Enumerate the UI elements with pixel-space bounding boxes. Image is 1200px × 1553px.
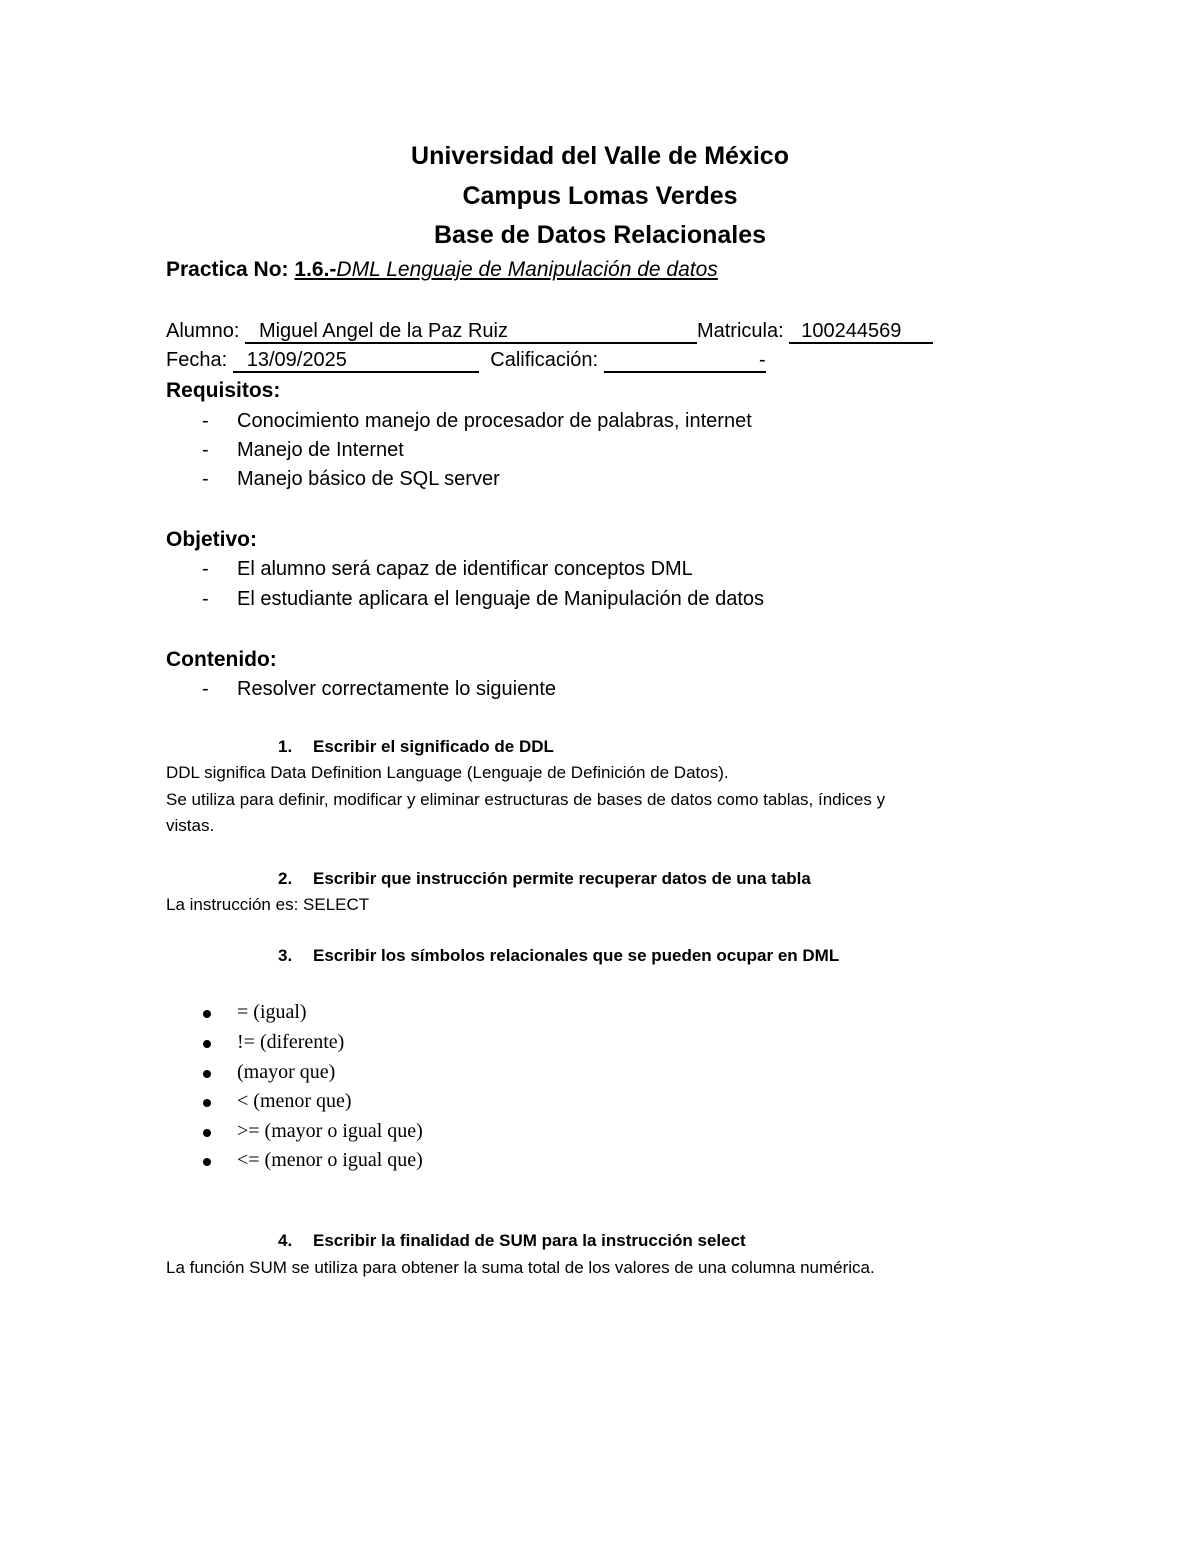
- practice-title: DML Lenguaje de Manipulación de datos: [336, 258, 718, 281]
- question-number: 2.: [278, 869, 293, 888]
- student-line: [166, 320, 933, 344]
- answer-line: DDL significa Data Definition Language (Lenguaje de Definición de Datos).: [166, 763, 729, 782]
- course-title: Base de Datos Relacionales: [433, 221, 767, 249]
- student-name: Miguel Angel de la Paz Ruiz: [245, 321, 697, 344]
- bullet-icon: [203, 1070, 211, 1078]
- answer-line: Se utiliza para definir, modificar y eliminar estructuras de bases de datos como tablas, índices y: [166, 790, 886, 809]
- question-text: Escribir los símbolos relacionales que se pueden ocupar en DML: [313, 946, 840, 965]
- answer-line: La función SUM se utiliza para obtener la suma total de los valores de una columna numérica.: [166, 1258, 875, 1277]
- dash-marker: -: [202, 410, 209, 432]
- question-number: 3.: [278, 946, 293, 965]
- bullet-item: <= (menor o igual que): [237, 1149, 423, 1171]
- dash-marker: -: [202, 588, 209, 610]
- contenido-heading: Contenido:: [166, 648, 277, 671]
- student-id-label: Matricula:: [696, 320, 784, 342]
- bullet-item: (mayor que): [237, 1061, 336, 1083]
- answer-line: vistas.: [166, 816, 215, 835]
- bullet-item: = (igual): [237, 1001, 307, 1023]
- bullet-icon: [203, 1158, 211, 1166]
- dash-marker: -: [202, 439, 209, 461]
- bullet-icon: [203, 1099, 211, 1107]
- date-value: 13/09/2025: [233, 350, 479, 373]
- list-item: Manejo de Internet: [237, 439, 404, 461]
- date-label: Fecha:: [166, 349, 228, 371]
- student-id-value: 100244569: [789, 321, 933, 344]
- grade-value: -: [604, 350, 766, 373]
- bullet-icon: [203, 1010, 211, 1018]
- practice-number: 1.6.-: [294, 258, 337, 281]
- answer-line: La instrucción es: SELECT: [166, 895, 370, 914]
- university-title: Universidad del Valle de México: [411, 142, 789, 170]
- requisitos-heading: Requisitos:: [166, 379, 281, 402]
- bullet-item: != (diferente): [237, 1031, 345, 1053]
- bullet-item: >= (mayor o igual que): [237, 1120, 423, 1142]
- question-number: 4.: [278, 1231, 293, 1250]
- grade-label: Calificación:: [490, 349, 599, 371]
- bullet-item: < (menor que): [237, 1090, 352, 1112]
- list-item: Manejo básico de SQL server: [237, 468, 500, 490]
- list-item: El alumno será capaz de identificar conceptos DML: [237, 558, 693, 580]
- student-label: Alumno:: [166, 320, 240, 342]
- question-text: Escribir que instrucción permite recuperar datos de una tabla: [313, 869, 811, 888]
- question-text: Escribir la finalidad de SUM para la instrucción select: [313, 1231, 746, 1250]
- question-number: 1.: [278, 737, 293, 756]
- dash-marker: -: [202, 678, 209, 700]
- list-item: El estudiante aplicara el lenguaje de Manipulación de datos: [237, 588, 765, 610]
- list-item: Conocimiento manejo de procesador de palabras, internet: [237, 410, 752, 432]
- bullet-icon: [203, 1040, 211, 1048]
- date-line: [166, 349, 766, 373]
- question-text: Escribir el significado de DDL: [313, 737, 554, 756]
- list-item: Resolver correctamente lo siguiente: [237, 678, 557, 700]
- campus-title: Campus Lomas Verdes: [462, 182, 738, 210]
- bullet-icon: [203, 1129, 211, 1137]
- dash-marker: -: [202, 468, 209, 490]
- objetivo-heading: Objetivo:: [166, 528, 258, 551]
- practice-line: [166, 258, 718, 282]
- dash-marker: -: [202, 558, 209, 580]
- practice-label: Practica No:: [166, 258, 289, 281]
